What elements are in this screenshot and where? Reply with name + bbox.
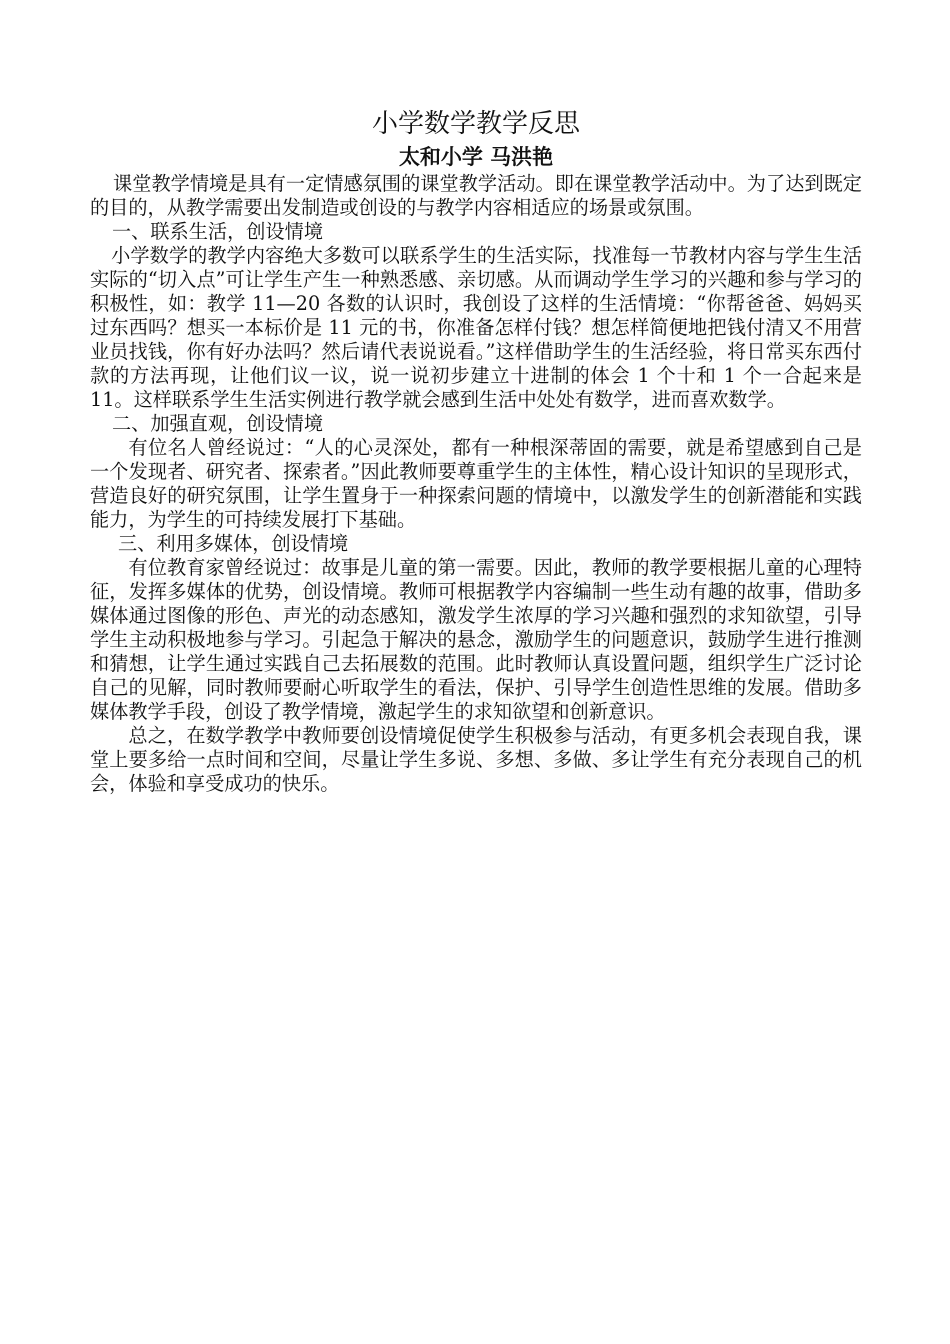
section-heading-1: 一、联系生活，创设情境 [112, 220, 324, 243]
section-body-2: 有位名人曾经说过：“人的心灵深处，都有一种根深蒂固的需要，就是希望感到自己是一个发现者、研究者、探索者。”因此教师要尊重学生的主体性，精心设计知识的呈现形式，营造良好的研究氛围，让学生置身于一种探索问题的情境中，以激发学生的创新潜能和实践能力，为学生的可持续发展打下基础。 [90, 436, 862, 531]
section-body-1: 小学数学的教学内容绝大多数可以联系学生的生活实际，找准每一节教材内容与学生生活实际的“切入点”可让学生产生一种熟悉感、亲切感。从而调动学生学习的兴趣和参与学习的积极性，如：教学 11—20 各数的认识时，我创设了这样的生活情境：“你帮爸爸、妈妈买过东西吗？想买一本标价是 11 元的书，你准备怎样付钱？想怎样简便地把钱付清又不用营业员找钱，你有好办法吗？然后请代表说说看。”这样借助学生的生活经验，将日常买东西付款的方法再现，让他们议一议，说一说初步建立十进制的体会 1 个十和 1 个一合起来是 11。这样联系学生生活实例进行教学就会感到生活中处处有数学，进而喜欢数学。 [90, 244, 862, 411]
section-heading-2: 二、加强直观，创设情境 [112, 412, 324, 435]
conclusion-paragraph: 总之，在数学教学中教师要创设情境促使学生积极参与活动，有更多机会表现自我，课堂上要多给一点时间和空间，尽量让学生多说、多想、多做、多让学生有充分表现自己的机会，体验和享受成功的快乐。 [90, 724, 862, 795]
document-title: 小学数学教学反思 [371, 109, 580, 139]
section-heading-3: 三、利用多媒体，创设情境 [118, 532, 349, 555]
section-body-3: 有位教育家曾经说过：故事是儿童的第一需要。因此，教师的教学要根据儿童的心理特征，发挥多媒体的优势，创设情境。教师可根据教学内容编制一些生动有趣的故事，借助多媒体通过图像的形色、声光的动态感知，激发学生浓厚的学习兴趣和强烈的求知欲望，引导学生主动积极地参与学习。引起急于解决的悬念，激励学生的问题意识，鼓励学生进行推测和猜想，让学生通过实践自己去拓展数的范围。此时教师认真设置问题，组织学生广泛讨论自己的见解，同时教师要耐心听取学生的看法，保护、引导学生创造性思维的发展。借助多媒体教学手段，创设了教学情境，激起学生的求知欲望和创新意识。 [90, 556, 862, 723]
intro-paragraph: 课堂教学情境是具有一定情感氛围的课堂教学活动。即在课堂教学活动中。为了达到既定的目的，从教学需要出发制造或创设的与教学内容相适应的场景或氛围。 [90, 172, 862, 219]
document-author: 太和小学 马洪艳 [398, 144, 554, 169]
document-page [90, 106, 862, 796]
